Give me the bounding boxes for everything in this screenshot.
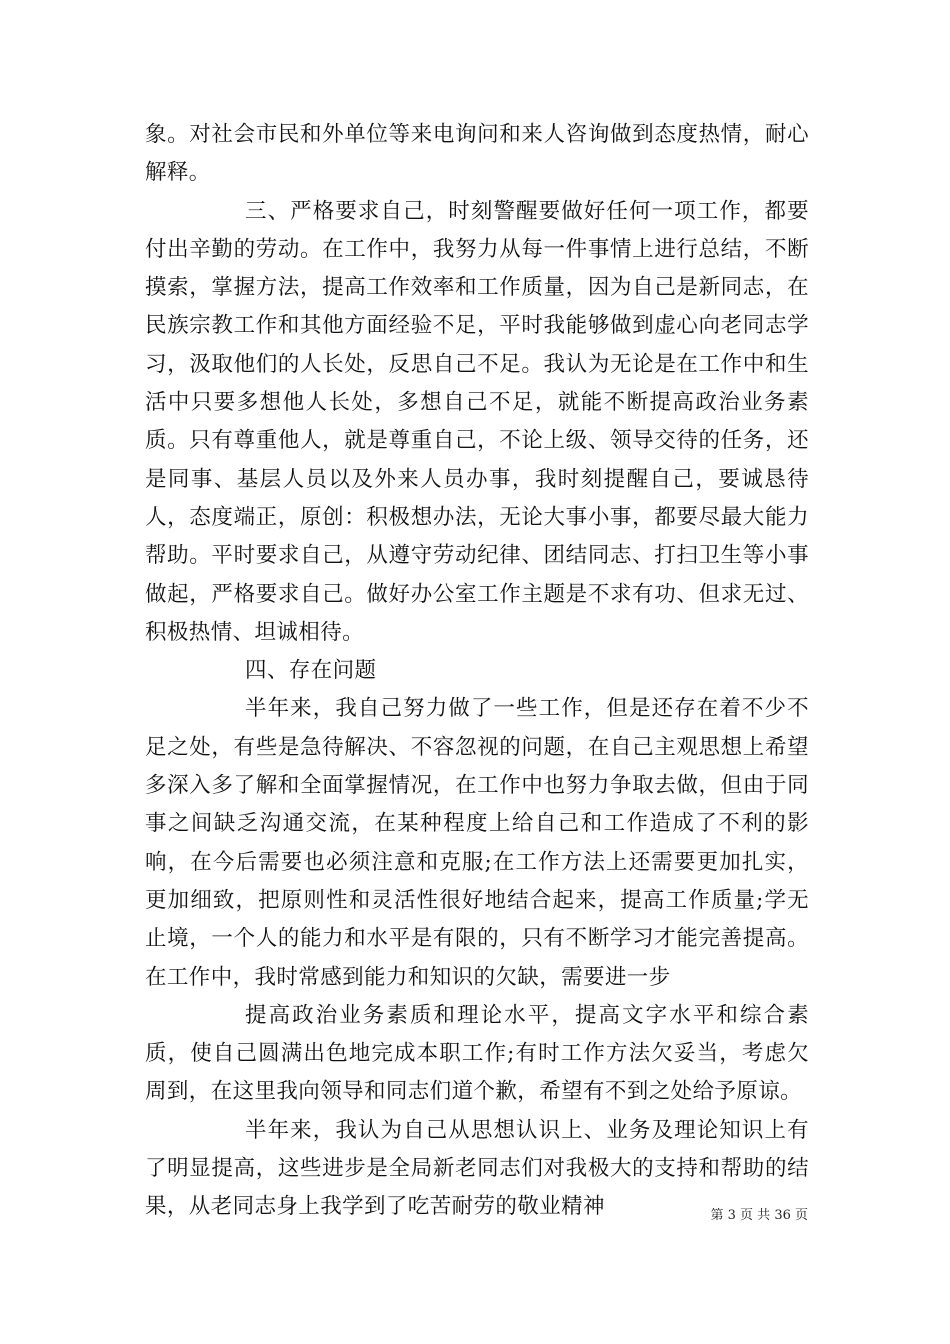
paragraph-2: 三、严格要求自己，时刻警醒要做好任何一项工作，都要付出辛勤的劳动。在工作中，我努力从每一件事情上进行总结，不断摸索，掌握方法，提高工作效率和工作质量，因为自己是新同志，在民族宗教工作和其他方面经验不足，平时我能够做到虚心向老同志学习，汲取他们的人长处，反思自己不足。我认为无论是在工作中和生活中只要多想他人长处，多想自己不足，就能不断提高政治业务素质。只有尊重他人，就是尊重自己，不论上级、领导交待的任务，还是同事、基层人员以及外来人员办事，我时刻提醒自己，要诚恳待人，态度端正，原创：积极想办法，无论大事小事，都要尽最大能力帮助。平时要求自己，从遵守劳动纪律、团结同志、打扫卫生等小事做起，严格要求自己。做好办公室工作主题是不求有功、但求无过、积极热情、坦诚相待。	[145, 198, 809, 645]
paragraph-3: 半年来，我自己努力做了一些工作，但是还存在着不少不足之处，有些是急待解决、不容忽视的问题，在自己主观思想上希望多深入多了解和全面掌握情况，在工作中也努力争取去做，但由于同事之间缺乏沟通交流，在某种程度上给自己和工作造成了不利的影响，在今后需要也必须注意和克服;在工作方法上还需要更加扎实，更加细致，把原则性和灵活性很好地结合起来，提高工作质量;学无止境，一个人的能力和水平是有限的，只有不断学习才能完善提高。在工作中，我时常感到能力和知识的欠缺，需要进一步	[145, 696, 809, 990]
paragraph-1: 象。对社会市民和外单位等来电询问和来人咨询做到态度热情，耐心解释。	[145, 122, 809, 186]
page-number: 第 3 页 共 36 页	[710, 1208, 808, 1223]
paragraph-5: 半年来，我认为自己从思想认识上、业务及理论知识上有了明显提高，这些进步是全局新老同志们对我极大的支持和帮助的结果，从老同志身上我学到了吃苦耐劳的敬业精神	[145, 1117, 809, 1220]
section-heading: 四、存在问题	[245, 658, 377, 684]
body-text	[145, 116, 809, 1227]
paragraph-4: 提高政治业务素质和理论水平，提高文字水平和综合素质，使自己圆满出色地完成本职工作;有时工作方法欠妥当，考虑欠周到，在这里我向领导和同志们道个歉，希望有不到之处给予原谅。	[145, 1002, 809, 1105]
